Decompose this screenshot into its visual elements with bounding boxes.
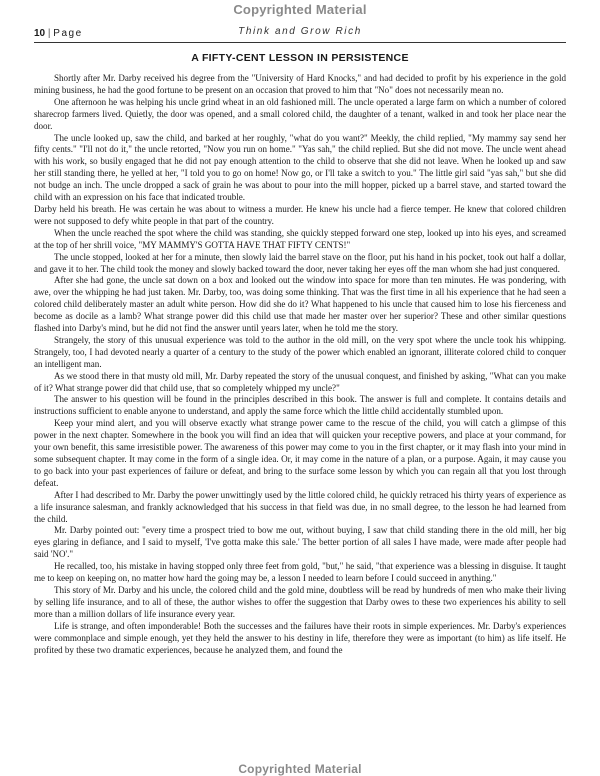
paragraph: The uncle looked up, saw the child, and barked at her roughly, "what do you want?" Meekly, the child replied, "My mammy say send her fifty cents." "I'll not do it," the uncle retorted, "Now you run on home." "Yas sah," the child replied. But she did not move. The uncle went ahead with his work, so busily engaged that he did not pay enough attention to the child to observe that she did not leave. When he looked up and saw her still standing there, he yelled at her, "I told you to go on home! Now go, or I'll take a switch to you." The little girl said "yas sah," but she did not budge an inch. The uncle dropped a sack of grain he was about to pour into the mill hopper, picked up a barrel stave, and started toward the child with an expression on his face that indicated trouble. (34, 132, 566, 203)
paragraph: One afternoon he was helping his uncle grind wheat in an old fashioned mill. The uncle operated a large farm on which a number of colored sharecrop farmers lived. Quietly, the door was opened, and a small colored child, the daughter of a tenant, walked in and took her place near the door. (34, 96, 566, 131)
body-text (34, 73, 566, 762)
page-number: 10 (34, 28, 46, 39)
paragraph: Life is strange, and often imponderable! Both the successes and the failures have their roots in simple experiences. Mr. Darby's experiences were commonplace and simple enough, yet they held the answer to his destiny in life, therefore they were as important (to him) as life itself. He profited by these two dramatic experiences, because he analyzed them, and found the (34, 620, 566, 655)
paragraph: After she had gone, the uncle sat down on a box and looked out the window into space for more than ten minutes. He was pondering, with awe, over the whipping he had just taken. Mr. Darby, too, was doing some thinking. That was the first time in all his experience that he had seen a colored child deliberately master an adult white person. How did she do it? What happened to his uncle that caused him to lose his fierceness and become as docile as a lamb? What strange power did this child use that made her master over her superior? These and other similar questions flashed into Darby's mind, but he did not find the answer until years later, when he told me the story. (34, 275, 566, 334)
watermark-bottom: Copyrighted Material (238, 762, 362, 776)
paragraph: This story of Mr. Darby and his uncle, the colored child and the gold mine, doubtless will be read by hundreds of men who make their living by selling life insurance, and to all of these, the author wishes to offer the suggestion that Darby owes to these two experiences his ability to sell more than a million dollars of life insurance every year. (34, 584, 566, 619)
paragraph: After I had described to Mr. Darby the power unwittingly used by the little colored child, he quickly retraced his thirty years of experience as a life insurance salesman, and frankly acknowledged that his success in that field was due, in no small degree, to the lesson he had learned from the child. (34, 489, 566, 524)
paragraph: Mr. Darby pointed out: "every time a prospect tried to bow me out, without buying, I saw that child standing there in the old mill, her big eyes glaring in defiance, and I said to myself, 'I've gotta make this sale.' The better portion of all sales I have made, were made after people had said 'NO'." (34, 525, 566, 560)
paragraph: When the uncle reached the spot where the child was standing, she quickly stepped forward one step, looked up into his eyes, and screamed at the top of her shrill voice, "MY MAMMY'S GOTTA HAVE THAT FIFTY CENTS!" (34, 227, 566, 250)
paragraph: Shortly after Mr. Darby received his degree from the "University of Hard Knocks," and had decided to profit by his experience in the gold mining business, he had the good fortune to be present on an occasion that proved to him that "No" does not necessarily mean no. (34, 73, 566, 95)
paragraph: Strangely, the story of this unusual experience was told to the author in the old mill, on the very spot where the uncle took his whipping. Strangely, too, I had devoted nearly a quarter of a century to the study of the power which enabled an ignorant, illiterate colored child to conquer an intelligent man. (34, 334, 566, 369)
paragraph: The uncle stopped, looked at her for a minute, then slowly laid the barrel stave on the floor, put his hand in his pocket, took out half a dollar, and gave it to her. The child took the money and slowly backed toward the door, never taking her eyes off the man whom she had just conquered. (34, 251, 566, 274)
book-title: Think and Grow Rich (238, 26, 362, 37)
paragraph: He recalled, too, his mistake in having stopped only three feet from gold, "but," he said, "that experience was a blessing in disguise. It taught me to keep on keeping on, no matter how hard the going may be, a lesson I needed to learn before I could succeed in anything." (34, 561, 566, 584)
paragraph: Darby held his breath. He was certain he was about to witness a murder. He knew his uncle had a fierce temper. He knew that colored children were not supposed to defy white people in that part of the country. (34, 203, 566, 226)
paragraph: The answer to his question will be found in the principles described in this book. The answer is full and complete. It contains details and instructions sufficient to enable anyone to understand, and apply the same force which the little child accidentally stumbled upon. (34, 394, 566, 417)
paragraph: As we stood there in that musty old mill, Mr. Darby repeated the story of the unusual conquest, and finished by asking, "What can you make of it? What strange power did that child use, that so completely whipped my uncle?" (34, 370, 566, 393)
chapter-title: A FIFTY-CENT LESSON IN PERSISTENCE (191, 52, 409, 64)
header-separator: | (47, 28, 51, 39)
page-header (34, 22, 566, 43)
page-word: Page (53, 28, 83, 39)
watermark-top: Copyrighted Material (233, 2, 367, 17)
paragraph: Keep your mind alert, and you will observe exactly what strange power came to the rescue of the child, you will catch a glimpse of this power in the next chapter. Somewhere in the book you will find an idea that will quicken your receptive powers, and place at your command, for your own benefit, this same irresistible power. The awareness of this power may come to you in the first chapter, or it may flash into your mind in some subsequent chapter. It may come in the form of a single idea. Or, it may come in the nature of a plan, or a purpose. Again, it may cause you to go back into your past experiences of failure or defeat, and bring to the surface some lesson by which you can regain all that you lost through defeat. (34, 418, 566, 488)
